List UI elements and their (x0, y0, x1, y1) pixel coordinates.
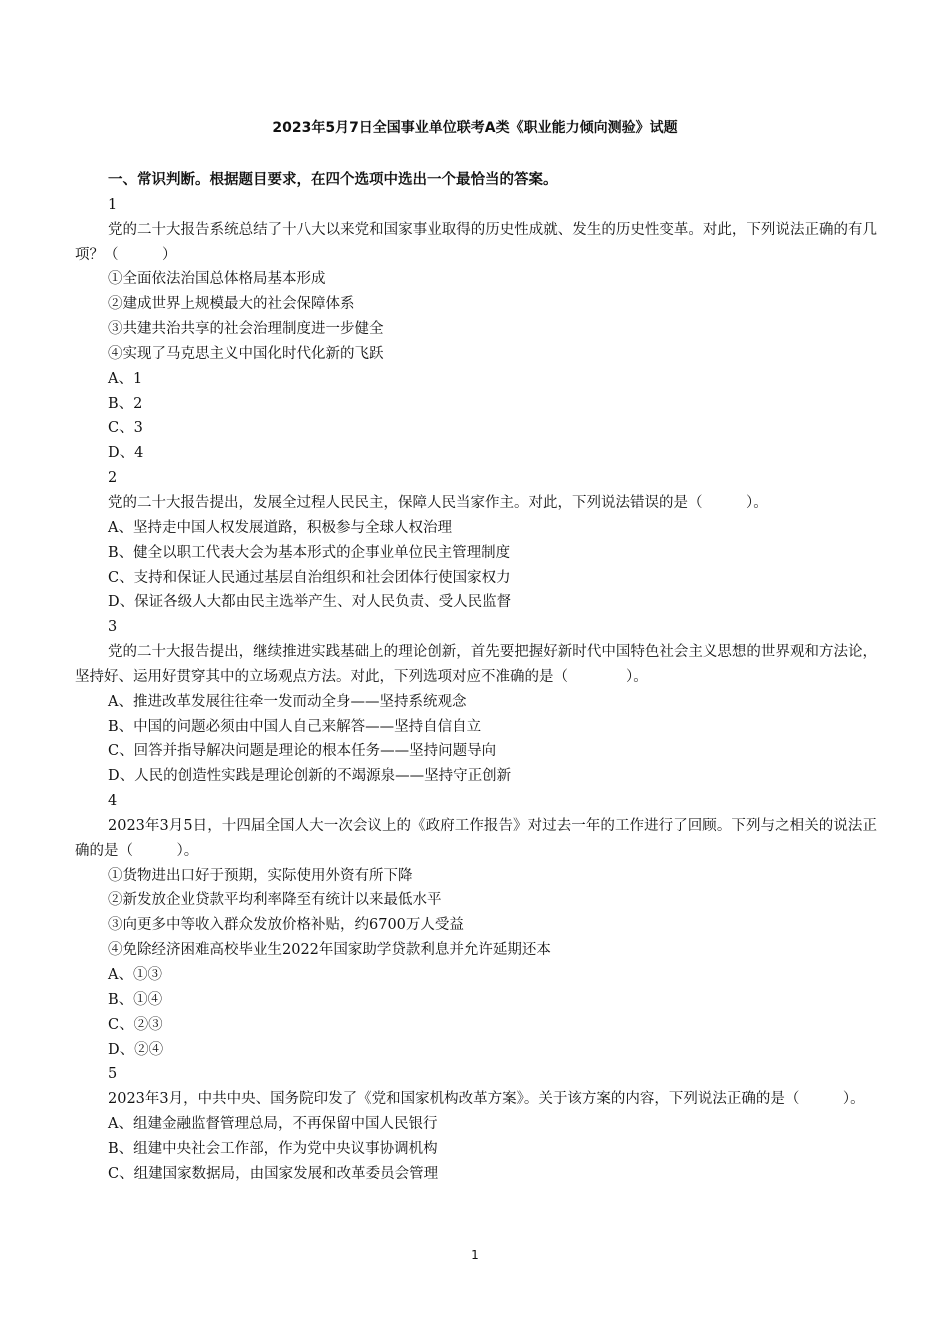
answer-option: A、①③ (108, 967, 162, 983)
answer-option: B、健全以职工代表大会为基本形式的企事业单位民主管理制度 (108, 544, 511, 561)
answer-option: A、坚持走中国人权发展道路，积极参与全球人权治理 (108, 519, 452, 536)
question-statement: ④实现了马克思主义中国化时代化新的飞跃 (108, 345, 384, 362)
answer-option: A、组建金融监督管理总局，不再保留中国人民银行 (108, 1116, 438, 1133)
answer-option: B、①④ (108, 991, 163, 1008)
question-block (75, 789, 877, 1062)
answer-option: C、组建国家数据局，由国家发展和改革委员会管理 (108, 1165, 439, 1182)
question-number: 2 (108, 470, 118, 487)
question-stem: 党的二十大报告系统总结了十八大以来党和国家事业取得的历史性成就、发生的历史性变革。对此，下列说法正确的有几项？（ ） (75, 221, 877, 263)
answer-option: B、2 (108, 395, 143, 412)
question-block (75, 193, 877, 466)
question-stem: 2023年3月5日，十四届全国人大一次会议上的《政府工作报告》对过去一年的工作进行了回顾。下列与之相关的说法正确的是（ ）。 (75, 817, 877, 859)
question-number: 3 (108, 619, 118, 636)
question-statement: ③共建共治共享的社会治理制度进一步健全 (108, 321, 384, 338)
question-block (75, 1062, 877, 1186)
question-statement: ①全面依法治国总体格局基本形成 (108, 271, 326, 288)
answer-option: C、回答并指导解决问题是理论的根本任务——坚持问题导向 (108, 743, 497, 760)
answer-option: B、中国的问题必须由中国人自己来解答——坚持自信自立 (108, 718, 482, 735)
question-statement: ②建成世界上规模最大的社会保障体系 (108, 296, 355, 313)
document-title: 2023年5月7日全国事业单位联考A类《职业能力倾向测验》试题 (272, 120, 678, 136)
question-stem: 党的二十大报告提出，发展全过程人民民主，保障人民当家作主。对此，下列说法错误的是（ ）。 (108, 494, 768, 511)
question-statement: ④免除经济困难高校毕业生2022年国家助学贷款利息并允许延期还本 (108, 942, 551, 959)
question-number: 5 (108, 1066, 118, 1083)
answer-option: B、组建中央社会工作部，作为党中央议事协调机构 (108, 1140, 438, 1157)
question-statement: ③向更多中等收入群众发放价格补贴，约6700万人受益 (108, 917, 464, 934)
answer-option: D、②④ (108, 1041, 164, 1058)
question-stem: 2023年3月，中共中央、国务院印发了《党和国家机构改革方案》。关于该方案的内容，下列说法正确的是（ ）。 (108, 1091, 865, 1108)
question-list (75, 193, 877, 1187)
answer-option: C、支持和保证人民通过基层自治组织和社会团体行使国家权力 (108, 569, 511, 586)
question-statement: ①货物进出口好于预期，实际使用外资有所下降 (108, 867, 413, 884)
question-block (75, 466, 877, 615)
answer-option: D、人民的创造性实践是理论创新的不竭源泉——坚持守正创新 (108, 768, 512, 785)
answer-option: A、1 (108, 370, 143, 387)
question-stem: 党的二十大报告提出，继续推进实践基础上的理论创新，首先要把握好新时代中国特色社会主义思想的世界观和方法论，坚持好、运用好贯穿其中的立场观点方法。对此，下列选项对应不准确的是（ ）。 (75, 644, 877, 685)
question-block (75, 615, 877, 789)
answer-option: D、4 (108, 445, 144, 462)
section-heading: 一、常识判断。根据题目要求，在四个选项中选出一个最恰当的答案。 (108, 172, 558, 188)
question-number: 4 (108, 793, 118, 810)
question-number: 1 (108, 196, 118, 213)
question-statement: ②新发放企业贷款平均利率降至有统计以来最低水平 (108, 892, 442, 909)
answer-option: D、保证各级人大都由民主选举产生、对人民负责、受人民监督 (108, 594, 512, 611)
answer-option: C、②③ (108, 1016, 163, 1033)
answer-option: C、3 (108, 420, 143, 437)
page-number: 1 (471, 1248, 479, 1262)
document-content (75, 168, 877, 1187)
answer-option: A、推进改革发展往往牵一发而动全身——坚持系统观念 (108, 693, 467, 710)
